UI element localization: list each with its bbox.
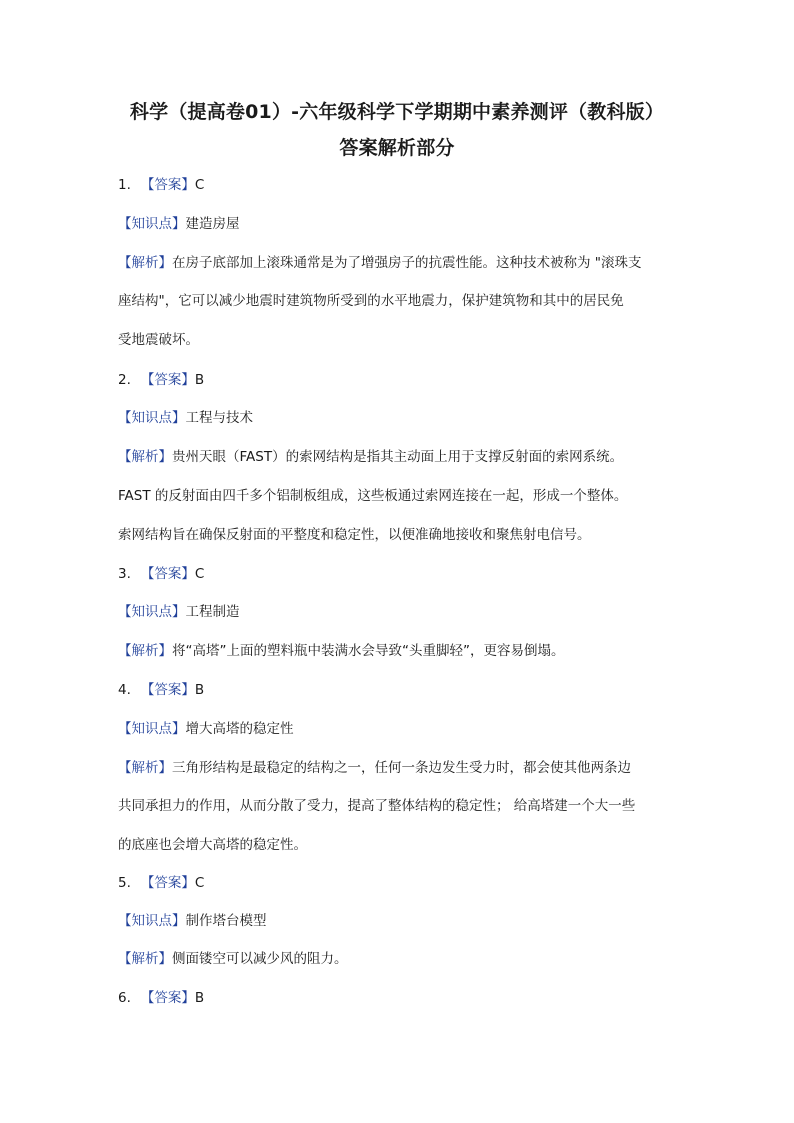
q2-number: 2.	[118, 372, 131, 388]
q1-number: 1.	[118, 177, 131, 193]
q1-answer-value: C	[194, 177, 205, 193]
q2-analysis-line-2: FAST 的反射面由四千多个铝制板组成，这些板通过索网连接在一起，形成一个整体。	[118, 488, 628, 504]
answer-label: 【答案】	[140, 177, 195, 193]
q5-point-value: 制作塔台模型	[185, 913, 267, 929]
q4-number: 4.	[118, 682, 131, 698]
q4-analysis-line-2: 共同承担力的作用，从而分散了受力，提高了整体结构的稳定性； 给高塔建一个大一些	[118, 798, 636, 814]
q1-point-value: 建造房屋	[185, 216, 240, 232]
q3-point-line	[118, 600, 240, 620]
q4-analysis-text-1: 三角形结构是最稳定的结构之一，任何一条边发生受力时，都会使其他两条边	[172, 760, 631, 776]
analysis-label: 【解析】	[118, 951, 172, 967]
q5-answer-value: C	[194, 875, 205, 891]
q4-answer-line	[118, 678, 204, 698]
document-subtitle: 答案解析部分	[339, 137, 455, 159]
q2-analysis-line-1	[118, 445, 623, 465]
q2-analysis-text-1: 贵州天眼（FAST）的索网结构是指其主动面上用于支撑反射面的索网系统。	[172, 449, 624, 465]
q1-answer-line	[118, 173, 204, 193]
q1-analysis-text-1: 在房子底部加上滚珠通常是为了增强房子的抗震性能。这种技术被称为 "滚珠支	[172, 255, 642, 271]
q5-point-line	[118, 909, 267, 929]
q6-number: 6.	[118, 990, 131, 1006]
answer-label: 【答案】	[140, 875, 195, 891]
answer-label: 【答案】	[140, 566, 195, 582]
q5-answer-line	[118, 871, 204, 891]
q1-analysis-line-2: 座结构"，它可以减少地震时建筑物所受到的水平地震力，保护建筑物和其中的居民免	[118, 293, 624, 309]
point-label: 【知识点】	[118, 604, 186, 620]
q3-answer-line	[118, 562, 204, 582]
q2-point-value: 工程与技术	[185, 410, 253, 426]
analysis-label: 【解析】	[118, 255, 172, 271]
answer-label: 【答案】	[140, 682, 195, 698]
q3-answer-value: C	[194, 566, 205, 582]
q3-analysis-line-1	[118, 639, 564, 659]
point-label: 【知识点】	[118, 410, 186, 426]
analysis-label: 【解析】	[118, 449, 172, 465]
q6-answer-value: B	[194, 990, 205, 1006]
document-title: 科学（提高卷01）-六年级科学下学期期中素养测评（教科版）	[129, 101, 665, 123]
q4-analysis-line-1	[118, 756, 631, 776]
answer-label: 【答案】	[140, 372, 195, 388]
q3-number: 3.	[118, 566, 131, 582]
point-label: 【知识点】	[118, 216, 186, 232]
q3-point-value: 工程制造	[185, 604, 240, 620]
q5-number: 5.	[118, 875, 131, 891]
q1-point-line	[118, 212, 240, 232]
point-label: 【知识点】	[118, 913, 186, 929]
q2-answer-value: B	[194, 372, 205, 388]
q6-answer-line	[118, 986, 204, 1006]
q1-analysis-line-3: 受地震破坏。	[118, 332, 199, 348]
q3-analysis-text-1: 将“高塔”上面的塑料瓶中装满水会导致“头重脚轻”，更容易倒塌。	[172, 643, 565, 659]
q2-answer-line	[118, 368, 204, 388]
q4-point-value: 增大高塔的稳定性	[185, 721, 294, 737]
q5-analysis-text-1: 侧面镂空可以减少风的阻力。	[172, 951, 348, 967]
q5-analysis-line-1	[118, 947, 348, 967]
q4-analysis-line-3: 的底座也会增大高塔的稳定性。	[118, 837, 307, 853]
q1-analysis-line-1	[118, 251, 642, 271]
q4-point-line	[118, 717, 294, 737]
q2-point-line	[118, 406, 253, 426]
q4-answer-value: B	[194, 682, 205, 698]
analysis-label: 【解析】	[118, 643, 172, 659]
point-label: 【知识点】	[118, 721, 186, 737]
answer-label: 【答案】	[140, 990, 195, 1006]
q2-analysis-line-3: 索网结构旨在确保反射面的平整度和稳定性，以便准确地接收和聚焦射电信号。	[118, 527, 591, 543]
analysis-label: 【解析】	[118, 760, 172, 776]
